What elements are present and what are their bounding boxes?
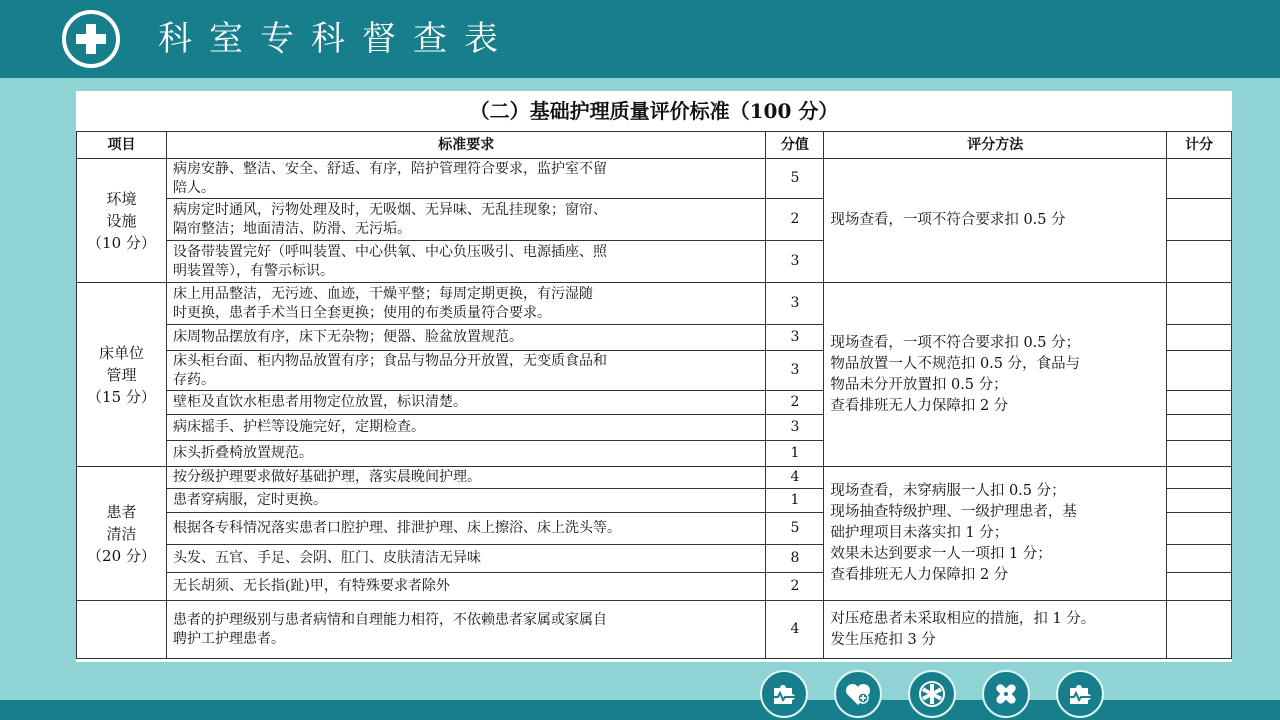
score-cell: 2 (766, 573, 824, 601)
cell-text-line: 明装置等），有警示标识。 (172, 262, 334, 279)
points-cell[interactable] (1167, 241, 1232, 283)
points-cell[interactable] (1167, 513, 1232, 545)
score-cell: 3 (766, 415, 824, 441)
requirement-cell (166, 199, 766, 241)
bandage-icon (982, 670, 1030, 718)
score-cell: 4 (766, 601, 824, 659)
evaluation-sheet (76, 91, 1232, 662)
score-cell: 5 (766, 513, 824, 545)
scoring-method-cell (824, 159, 1167, 283)
column-header-item: 项目 (77, 132, 167, 159)
score-cell: 3 (766, 283, 824, 325)
cell-text-line: 根据各专科情况落实患者口腔护理、排泄护理、床上擦浴、床上洗头等。 (172, 520, 621, 536)
requirement-cell (166, 351, 766, 391)
cell-text-line: 按分级护理要求做好基础护理，落实晨晚间护理。 (172, 469, 481, 485)
points-cell[interactable] (1167, 325, 1232, 351)
table-row (77, 467, 1232, 489)
cell-text-line: 病房安静、整洁、安全、舒适、有序，陪护管理符合要求，监护室不留 (172, 160, 607, 177)
cell-text-line: 发生压疮扣 3 分 (830, 631, 936, 648)
cell-text-line: 效果未达到要求一人一项扣 1 分； (830, 546, 1052, 562)
column-header-points: 计分 (1167, 132, 1232, 159)
table-row (77, 283, 1232, 325)
cell-text-line: 患者的护理级别与患者病情和自理能力相符，不依赖患者家属或家属自 (172, 611, 607, 628)
cell-text-line: 础护理项目未落实扣 1 分； (830, 525, 1009, 541)
cell-text-line: 物品放置一人不规范扣 0.5 分，食品与 (830, 355, 1081, 372)
category-cell (77, 601, 167, 659)
cell-text-line: 病床摇手、护栏等设施完好，定期检查。 (172, 419, 425, 435)
cell-text-line: 病房定时通风，污物处理及时，无吸烟、无异味、无乱挂现象；窗帘、 (172, 201, 607, 218)
requirement-cell (166, 467, 766, 489)
points-cell[interactable] (1167, 199, 1232, 241)
cell-text-line: （20 分） (87, 546, 156, 565)
cell-text-line: 聘护工护理患者。 (172, 630, 285, 647)
cell-text-line: 无长胡须、无长指(趾)甲，有特殊要求者除外 (172, 578, 450, 594)
cell-text-line: 对压疮患者未采取相应的措施，扣 1 分。 (830, 610, 1096, 627)
cell-text-line: 环境 (106, 189, 137, 208)
requirement-cell (166, 415, 766, 441)
score-cell: 8 (766, 545, 824, 573)
medical-cross-icon (62, 10, 120, 68)
points-cell[interactable] (1167, 467, 1232, 489)
points-cell[interactable] (1167, 573, 1232, 601)
requirement-cell (166, 325, 766, 351)
cell-text-line: 床单位 (98, 343, 144, 362)
points-cell[interactable] (1167, 601, 1232, 659)
cell-text-line: 现场查看，未穿病服一人扣 0.5 分； (830, 483, 1066, 499)
cell-text-line: 患者 (106, 502, 137, 521)
scoring-method-cell (824, 283, 1167, 467)
cell-text-line: （10 分） (87, 233, 156, 252)
cell-text-line: 存药。 (172, 371, 215, 388)
scoring-method-cell (824, 601, 1167, 659)
points-cell[interactable] (1167, 351, 1232, 391)
score-cell: 3 (766, 325, 824, 351)
points-cell[interactable] (1167, 283, 1232, 325)
cell-text-line: 现场抽查特级护理、一级护理患者，基 (830, 504, 1077, 520)
requirement-cell (166, 441, 766, 467)
cell-text-line: 床上用品整洁，无污迹、血迹，干燥平整；每周定期更换，有污湿随 (172, 285, 593, 302)
cell-text-line: 清洁 (106, 524, 137, 543)
medical-star-icon (908, 670, 956, 718)
score-cell: 1 (766, 441, 824, 467)
cell-text-line: 管理 (106, 365, 137, 384)
evaluation-table (76, 131, 1232, 659)
score-cell: 3 (766, 351, 824, 391)
cell-text-line: 查看排班无人力保障扣 2 分 (830, 397, 1009, 414)
score-cell: 2 (766, 391, 824, 415)
table-header-row (77, 132, 1232, 159)
column-header-method: 评分方法 (824, 132, 1167, 159)
cell-text-line: 现场查看，一项不符合要求扣 0.5 分； (830, 334, 1081, 351)
score-cell: 2 (766, 199, 824, 241)
table-body (77, 159, 1232, 659)
requirement-cell (166, 601, 766, 659)
cell-text-line: 物品未分开放置扣 0.5 分； (830, 376, 1008, 393)
cell-text-line: 设施 (106, 211, 137, 230)
cell-text-line: 陪人。 (172, 179, 215, 196)
footer-icon-row (760, 670, 1120, 720)
scoring-method-cell (824, 467, 1167, 601)
cell-text-line: 头发、五官、手足、会阴、肛门、皮肤清洁无异味 (172, 550, 481, 566)
points-cell[interactable] (1167, 415, 1232, 441)
cell-text-line: 壁柜及直饮水柜患者用物定位放置，标识清楚。 (172, 394, 467, 410)
page-title: 科室专科督查表 (158, 19, 515, 59)
sheet-title: （二）基础护理质量评价标准（100 分） (469, 99, 839, 123)
table-row (77, 601, 1232, 659)
score-cell: 4 (766, 467, 824, 489)
points-cell[interactable] (1167, 545, 1232, 573)
requirement-cell (166, 545, 766, 573)
requirement-cell (166, 159, 766, 199)
requirement-cell (166, 241, 766, 283)
cell-text-line: 设备带装置完好（呼叫装置、中心供氧、中心负压吸引、电源插座、照 (172, 243, 607, 260)
category-cell (77, 283, 167, 467)
puzzle-heartbeat-icon (1056, 670, 1104, 718)
cell-text-line: 床周物品摆放有序，床下无杂物；便器、脸盆放置规范。 (172, 329, 523, 345)
category-cell (77, 467, 167, 601)
score-cell: 5 (766, 159, 824, 199)
heart-plus-icon (834, 670, 882, 718)
points-cell[interactable] (1167, 489, 1232, 513)
column-header-score: 分值 (766, 132, 824, 159)
score-cell: 1 (766, 489, 824, 513)
requirement-cell (166, 513, 766, 545)
points-cell[interactable] (1167, 391, 1232, 415)
cell-text-line: 床头折叠椅放置规范。 (172, 445, 313, 461)
requirement-cell (166, 283, 766, 325)
points-cell[interactable] (1167, 159, 1232, 199)
puzzle-heartbeat-icon (760, 670, 808, 718)
cell-text-line: （15 分） (87, 387, 156, 406)
requirement-cell (166, 573, 766, 601)
header-bar (0, 0, 1280, 78)
cell-text-line: 隔帘整洁；地面清洁、防滑、无污垢。 (172, 220, 411, 237)
column-header-requirement: 标准要求 (166, 132, 766, 159)
cell-text-line: 床头柜台面、柜内物品放置有序；食品与物品分开放置，无变质食品和 (172, 352, 607, 369)
points-cell[interactable] (1167, 441, 1232, 467)
cell-text-line: 现场查看，一项不符合要求扣 0.5 分 (830, 212, 1066, 228)
category-cell (77, 159, 167, 283)
requirement-cell (166, 391, 766, 415)
cell-text-line: 时更换，患者手术当日全套更换；使用的布类质量符合要求。 (172, 304, 551, 321)
requirement-cell (166, 489, 766, 513)
cell-text-line: 患者穿病服，定时更换。 (172, 492, 327, 508)
score-cell: 3 (766, 241, 824, 283)
table-row (77, 159, 1232, 199)
cell-text-line: 查看排班无人力保障扣 2 分 (830, 567, 1009, 583)
